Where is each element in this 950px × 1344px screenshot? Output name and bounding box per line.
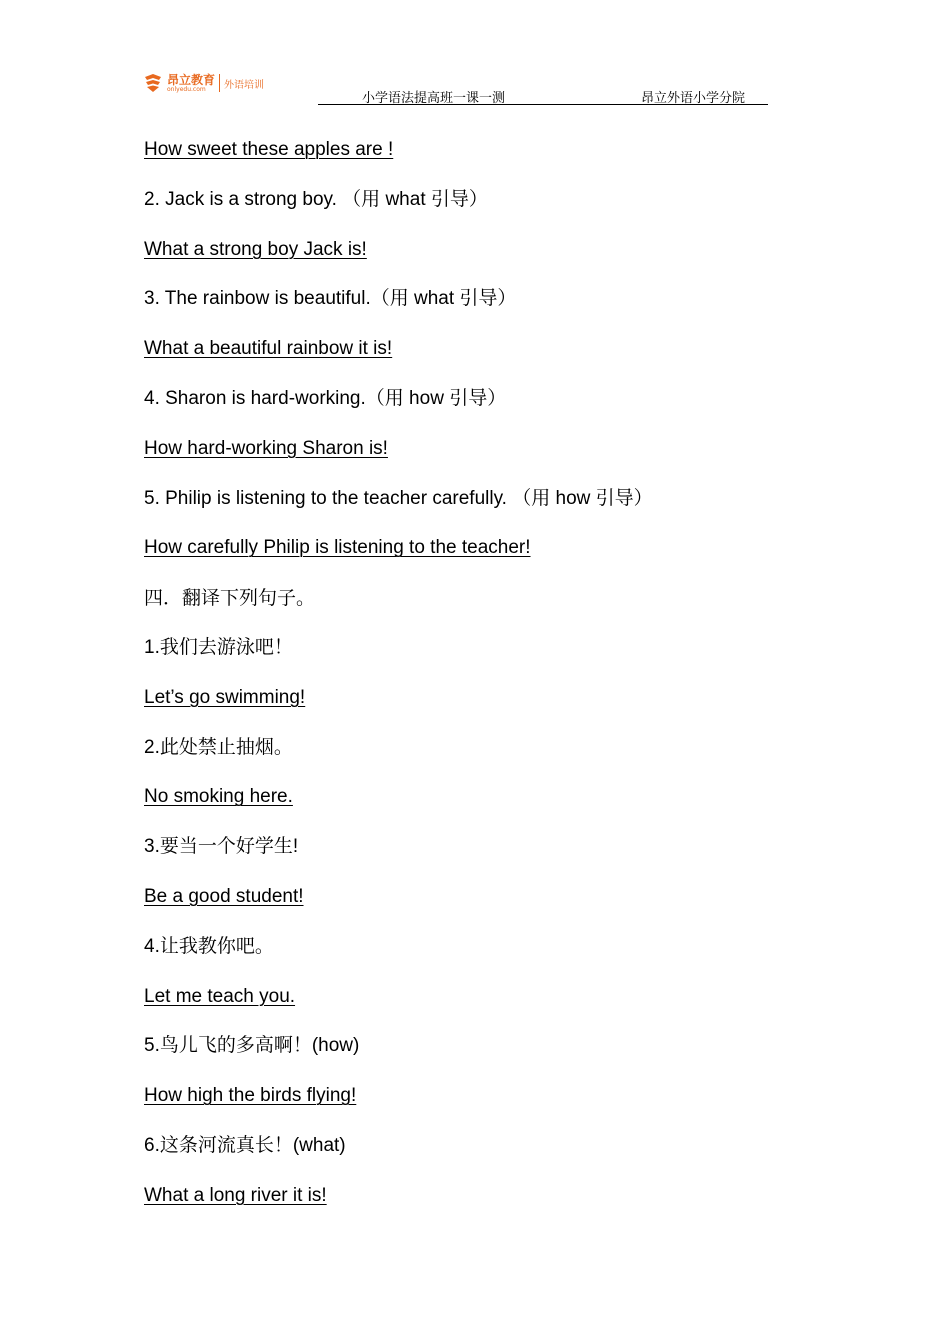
- answer-line: Let me teach you.: [144, 985, 296, 1007]
- answer-line: How high the birds flying!: [144, 1085, 357, 1107]
- question-line: 3.要当一个好学生!: [144, 836, 299, 858]
- logo-mark-icon: [142, 72, 164, 94]
- logo-url: onlyedu.com: [167, 85, 206, 93]
- question-line: 4. Sharon is hard-working.（用 how 引导）: [144, 387, 507, 409]
- logo-divider: [219, 74, 220, 92]
- answer-line: What a beautiful rainbow it is!: [144, 338, 393, 360]
- question-line: 2. Jack is a strong boy. （用 what 引导）: [144, 188, 488, 210]
- question-line: 3. The rainbow is beautiful.（用 what 引导）: [144, 288, 517, 310]
- answer-line: Let’s go swimming!: [144, 686, 306, 708]
- answer-line: How hard-working Sharon is!: [144, 437, 388, 459]
- answer-line: No smoking here.: [144, 786, 293, 808]
- logo-subtitle: 外语培训: [224, 79, 265, 91]
- logo-chinese-name: 昂立教育: [167, 72, 216, 87]
- answer-line: How carefully Philip is listening to the teacher!: [144, 537, 531, 559]
- question-line: 6.这条河流真长！(what): [144, 1134, 346, 1156]
- answer-line: Be a good student!: [144, 885, 304, 907]
- question-line: 2.此处禁止抽烟。: [144, 736, 293, 758]
- document-body: [144, 137, 844, 1233]
- question-line: 4.让我教你吧。: [144, 935, 274, 957]
- question-line: 1.我们去游泳吧！: [144, 636, 293, 658]
- course-title: 小学语法提高班一课一测: [362, 91, 506, 106]
- answer-line: What a long river it is!: [144, 1184, 327, 1206]
- section-heading: 四．翻译下列句子。: [144, 587, 316, 610]
- page-header: [318, 87, 768, 105]
- answer-line: What a strong boy Jack is!: [144, 238, 367, 260]
- question-line: 5.鸟儿飞的多高啊！(how): [144, 1035, 360, 1057]
- question-line: 5. Philip is listening to the teacher carefully. （用 how 引导）: [144, 487, 653, 509]
- answer-line: How sweet these apples are !: [144, 139, 394, 160]
- onlyedu-logo: [142, 70, 264, 96]
- branch-name: 昂立外语小学分院: [641, 91, 746, 106]
